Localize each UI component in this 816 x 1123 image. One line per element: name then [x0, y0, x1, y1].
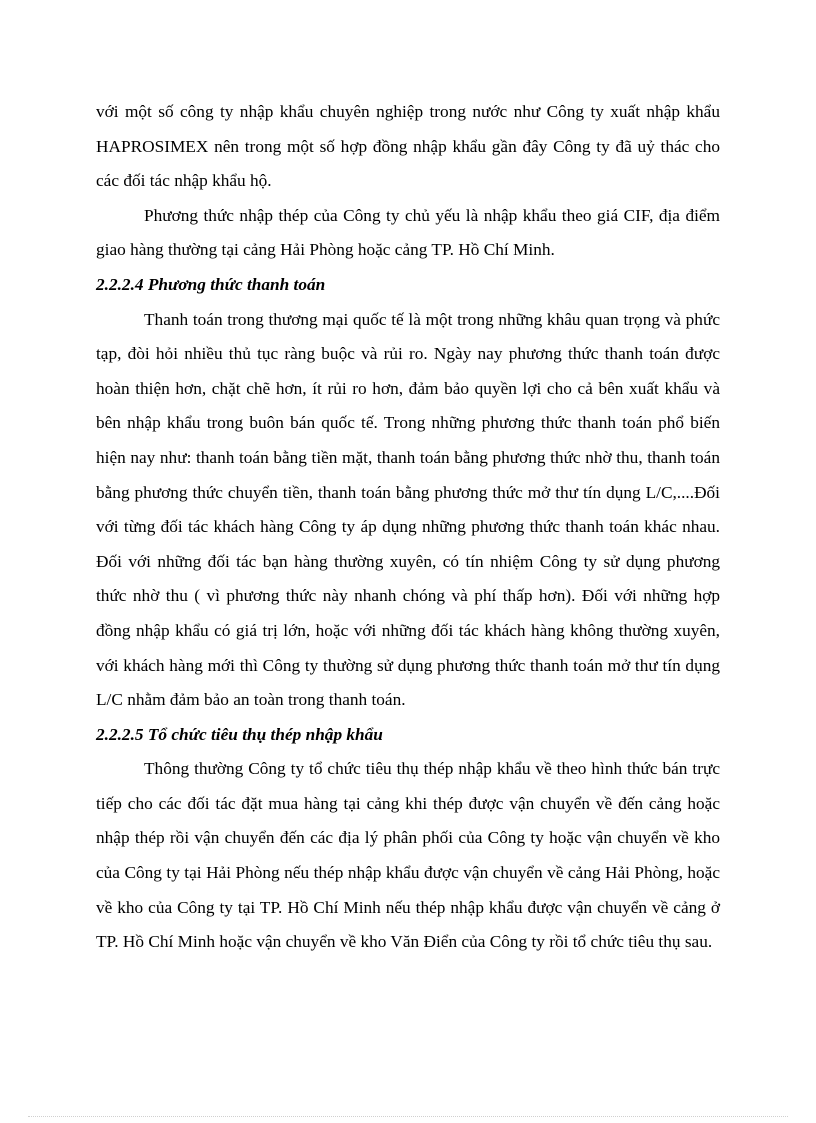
body-paragraph: Phương thức nhập thép của Công ty chủ yếu là nhập khẩu theo giá CIF, địa điểm giao hàng thường tại cảng Hải Phòng hoặc cảng TP. Hồ Chí Minh. [96, 205, 720, 260]
page-bottom-divider [28, 1116, 788, 1117]
section-heading-payment-method: 2.2.2.4 Phương thức thanh toán [96, 274, 326, 294]
document-page [96, 95, 720, 960]
section-heading-steel-consumption: 2.2.2.5 Tổ chức tiêu thụ thép nhập khẩu [96, 724, 383, 744]
body-paragraph: Thông thường Công ty tổ chức tiêu thụ thép nhập khẩu về theo hình thức bán trực tiếp cho các đối tác đặt mua hàng tại cảng khi thép được vận chuyển về đến cảng hoặc nhập thép rồi vận chuyển đến các địa lý phân phối của Công ty hoặc vận chuyển về kho của Công ty tại Hải Phòng nếu thép nhập khẩu được vận chuyển về cảng Hải Phòng, hoặc về kho của Công ty tại TP. Hồ Chí Minh nếu thép nhập khẩu được vận chuyển về cảng ở TP. Hồ Chí Minh hoặc vận chuyển về kho Văn Điển của Công ty rồi tổ chức tiêu thụ sau. [96, 759, 720, 952]
body-paragraph: với một số công ty nhập khẩu chuyên nghiệp trong nước như Công ty xuất nhập khẩu HAPROSIMEX nên trong một số hợp đồng nhập khẩu gần đây Công ty đã uỷ thác cho các đối tác nhập khẩu hộ. [96, 102, 720, 191]
body-paragraph: Thanh toán trong thương mại quốc tế là một trong những khâu quan trọng và phức tạp, đòi hỏi nhiều thủ tục ràng buộc và rủi ro. Ngày nay phương thức thanh toán được hoàn thiện hơn, chặt chẽ hơn, ít rủi ro hơn, đảm bảo quyền lợi cho cả bên xuất khẩu và bên nhập khẩu trong buôn bán quốc tế. Trong những phương thức thanh toán phổ biến hiện nay như: thanh toán bằng tiền mặt, thanh toán bằng phương thức nhờ thu, thanh toán bằng phương thức chuyển tiền, thanh toán bằng phương thức mở thư tín dụng L/C,....Đối với từng đối tác khách hàng Công ty áp dụng những phương thức thanh toán khác nhau. Đối với những đối tác bạn hàng thường xuyên, có tín nhiệm Công ty sử dụng phương thức nhờ thu ( vì phương thức này nhanh chóng và phí thấp hơn). Đối với những hợp đồng nhập khẩu có giá trị lớn, hoặc với những đối tác khách hàng không thường xuyên, với khách hàng mới thì Công ty thường sử dụng phương thức thanh toán mở thư tín dụng L/C nhằm đảm bảo an toàn trong thanh toán. [96, 309, 720, 710]
